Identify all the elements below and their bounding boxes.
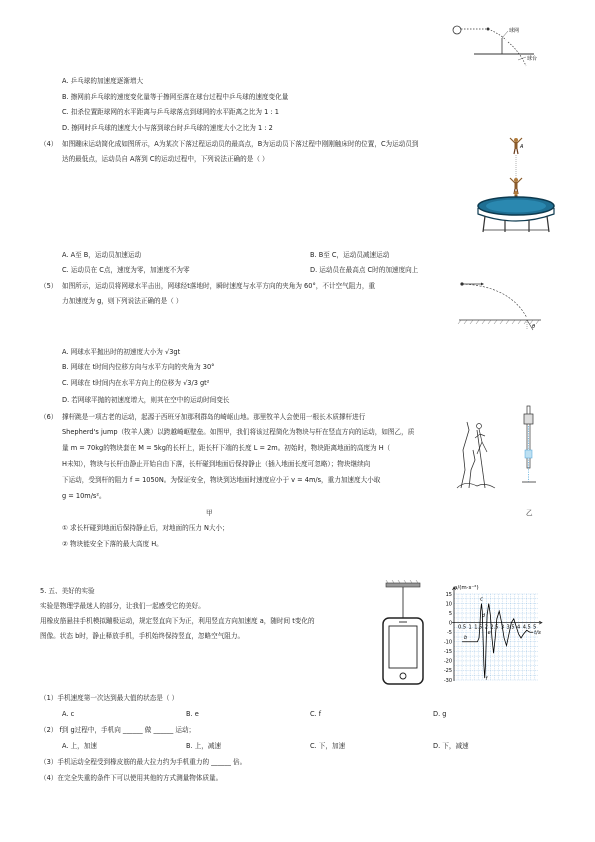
graph-point-f: f [485,676,488,682]
q6-line-6: g = 10m/s²。 [62,492,106,500]
graph-point-c: c [480,596,483,603]
graph-xtick-label: 0.5 [458,624,467,631]
section5-line-1: 实验是物理学最迷人的部分，让我们一起感受它的美好。 [40,602,205,610]
graph-ytick-label: -25 [443,668,452,675]
q5-option-c: C. 网球在 t时间内在水平方向上的位移为 √3/3 gt² [62,379,210,387]
graph-xtick-label: 3.5 [506,624,515,631]
graph-xtick-label: 3 [500,624,505,631]
sec5-q2: （2） f到 g过程中，手机向 ______ 做 ______ 运动； [40,726,196,734]
graph-point-d: d [481,612,485,619]
sec5-q1-option-b: B. e [186,710,199,718]
q6-line-2: Shepherd's jump（牧羊人跳）以跨越崎岖壁垒。如图甲，我们将该过程简化为物块与杆在竖直方向的运动，如图乙，质 [62,428,415,436]
sec5-q1: （1）手机速度第一次达到最大值的状态是（ ） [40,694,179,702]
graph-xlabel: t/s [534,630,541,636]
q4-option-c: C. 运动员在 C点，速度为零，加速度不为零 [62,266,190,274]
q4-number: （4） [40,140,58,148]
q6-line-5: 下运动，受到杆的阻力 f = 1050N。为保证安全，物块到达地面时速度应小于 v = 4m/s，重力加速度大小取 [62,476,381,484]
sec5-q4: （4）在完全失重的条件下可以使用其他的方式测量物体质量。 [40,774,223,782]
sec5-q2-option-a: A. 上，加速 [62,742,97,750]
q3-option-a: A. 乒乓球的加速度逐渐增大 [62,77,144,85]
section5-title: 5. 五、美好的实验 [40,587,95,595]
graph-xtick-label: 1 [468,624,472,631]
graph-xtick-label: 4.5 [522,624,531,631]
theta-label: θ [532,324,536,330]
q5-option-d: D. 若网球平抛的初速度增大，则其在空中的运动时间变长 [62,396,230,404]
graph-ytick-label: 0 [448,620,452,627]
q5-option-a: A. 网球水平抛出时的初速度大小为 √3gt [62,348,181,356]
graph-ytick-label: -15 [443,649,452,656]
graph-xtick-label: 2.5 [490,624,499,631]
acceleration-time-graph [430,582,545,684]
phone-figure [380,582,430,686]
graph-ylabel: a/(m·s⁻²) [454,585,479,591]
pole-vault-figure-yi [516,404,540,486]
sec5-q1-option-d: D. g [433,710,447,718]
q4-text-1: 如图蹦床运动简化成如图所示，A为某次下落过程运动员的最高点，B为运动员下落过程中刚刚触床时的位置，C为运动员到 [62,140,419,148]
graph-point-e: e [487,630,491,637]
q6-line-1: 撑杆跳是一项古老的运动，起源于西班牙加那利群岛的崎岖山地。那里牧羊人会使用一根长木质撑杆进行 [62,413,366,421]
sec5-q1-option-a: A. c [62,710,75,718]
graph-point-b: b [464,634,468,641]
graph-xtick-label: 5 [533,624,537,631]
q3-option-b: B. 擦网前乒乓球的速度变化量等于擦网至落在球台过程中乒乓球的速度变化量 [62,93,289,101]
q5-number: （5） [40,282,58,290]
graph-ytick-label: -30 [443,677,452,684]
q5-text-2: 力加速度为 g，则下列说法正确的是（ ） [62,297,183,305]
graph-xtick-label: 1.5 [474,624,483,631]
table-tennis-figure [452,24,562,72]
q4-option-d: D. 运动员在最高点 C时的加速度向上 [310,266,419,274]
graph-ytick-label: -5 [447,630,452,637]
q6-sub-1: ① 求长杆碰到地面后保持静止后，对地面的压力 N大小； [62,524,229,532]
table-label: 球台 [527,56,538,62]
graph-xtick-label: 2 [484,624,488,631]
sec5-q1-option-c: C. f [310,710,322,718]
graph-xtick-label: 4 [517,624,521,631]
q6-number: （6） [40,413,58,421]
sec5-q2-option-d: D. 下，减速 [433,742,469,750]
section5-line-3: 图像。状态 b时，静止释放手机，手机始终保持竖直，忽略空气阻力。 [40,632,245,640]
graph-ytick-label: 5 [448,610,452,617]
net-label: 球网 [509,28,520,34]
graph-ytick-label: -20 [443,658,452,665]
q5-option-b: B. 网球在 t时间内位移方向与水平方向的夹角为 30° [62,363,215,371]
graph-ytick-label: -10 [443,639,452,646]
q4-text-2: 达的最低点，运动员自 A落到 C的运动过程中，下列说法正确的是（ ） [62,155,269,163]
fig-jia-label: 甲 [206,509,213,517]
graph-ytick-label: 15 [445,591,452,598]
section5-line-2: 用橡皮筋悬挂手机模拟蹦极运动，规定竖直向下为正，利用竖直方向加速度 a，随时间 t变化的 [40,617,315,625]
pole-vault-figure-jia [455,410,505,490]
point-a-label: A [520,144,524,150]
sec5-q2-option-b: B. 上，减速 [186,742,222,750]
q4-option-a: A. A至 B，运动员加速运动 [62,251,142,259]
graph-curve-line [462,604,533,679]
q6-line-3: 量 m = 70kg的物块套在 M = 5kg的长杆上，距长杆下端的长度 L = 2m。初始时，物块距离地面的高度为 H（ [62,444,391,452]
trampoline-figure [475,136,565,236]
sec5-q2-option-c: C. 下，加速 [310,742,346,750]
projectile-figure [455,278,545,333]
q4-option-b: B. B至 C，运动员减速运动 [310,251,390,259]
graph-ytick-label: 10 [445,601,452,608]
q6-line-4: H未知），物块与长杆由静止开始自由下落，长杆碰到地面后保持静止（插入地面长度可忽略）；物块继续向 [62,460,371,468]
q3-option-c: C. 扣杀位置距球网的水平距离与乒乓球落点到球网的水平距离之比为 1 : 1 [62,108,279,116]
sec5-q3: （3）手机运动全程受到橡皮筋的最大拉力约为手机重力的 ______ 倍。 [40,758,247,766]
q3-option-d: D. 擦网时乒乓球的速度大小与落到球台时乒乓球的速度大小之比为 1 : 2 [62,124,273,132]
q6-sub-2: ② 物块能安全下落的最大高度 H。 [62,540,163,548]
q5-text-1: 如图所示，运动员将网球水平击出，网球经t落地时，瞬时速度与水平方向的夹角为 60°，不计空气阻力，重 [62,282,376,290]
fig-yi-label: 乙 [526,509,533,517]
